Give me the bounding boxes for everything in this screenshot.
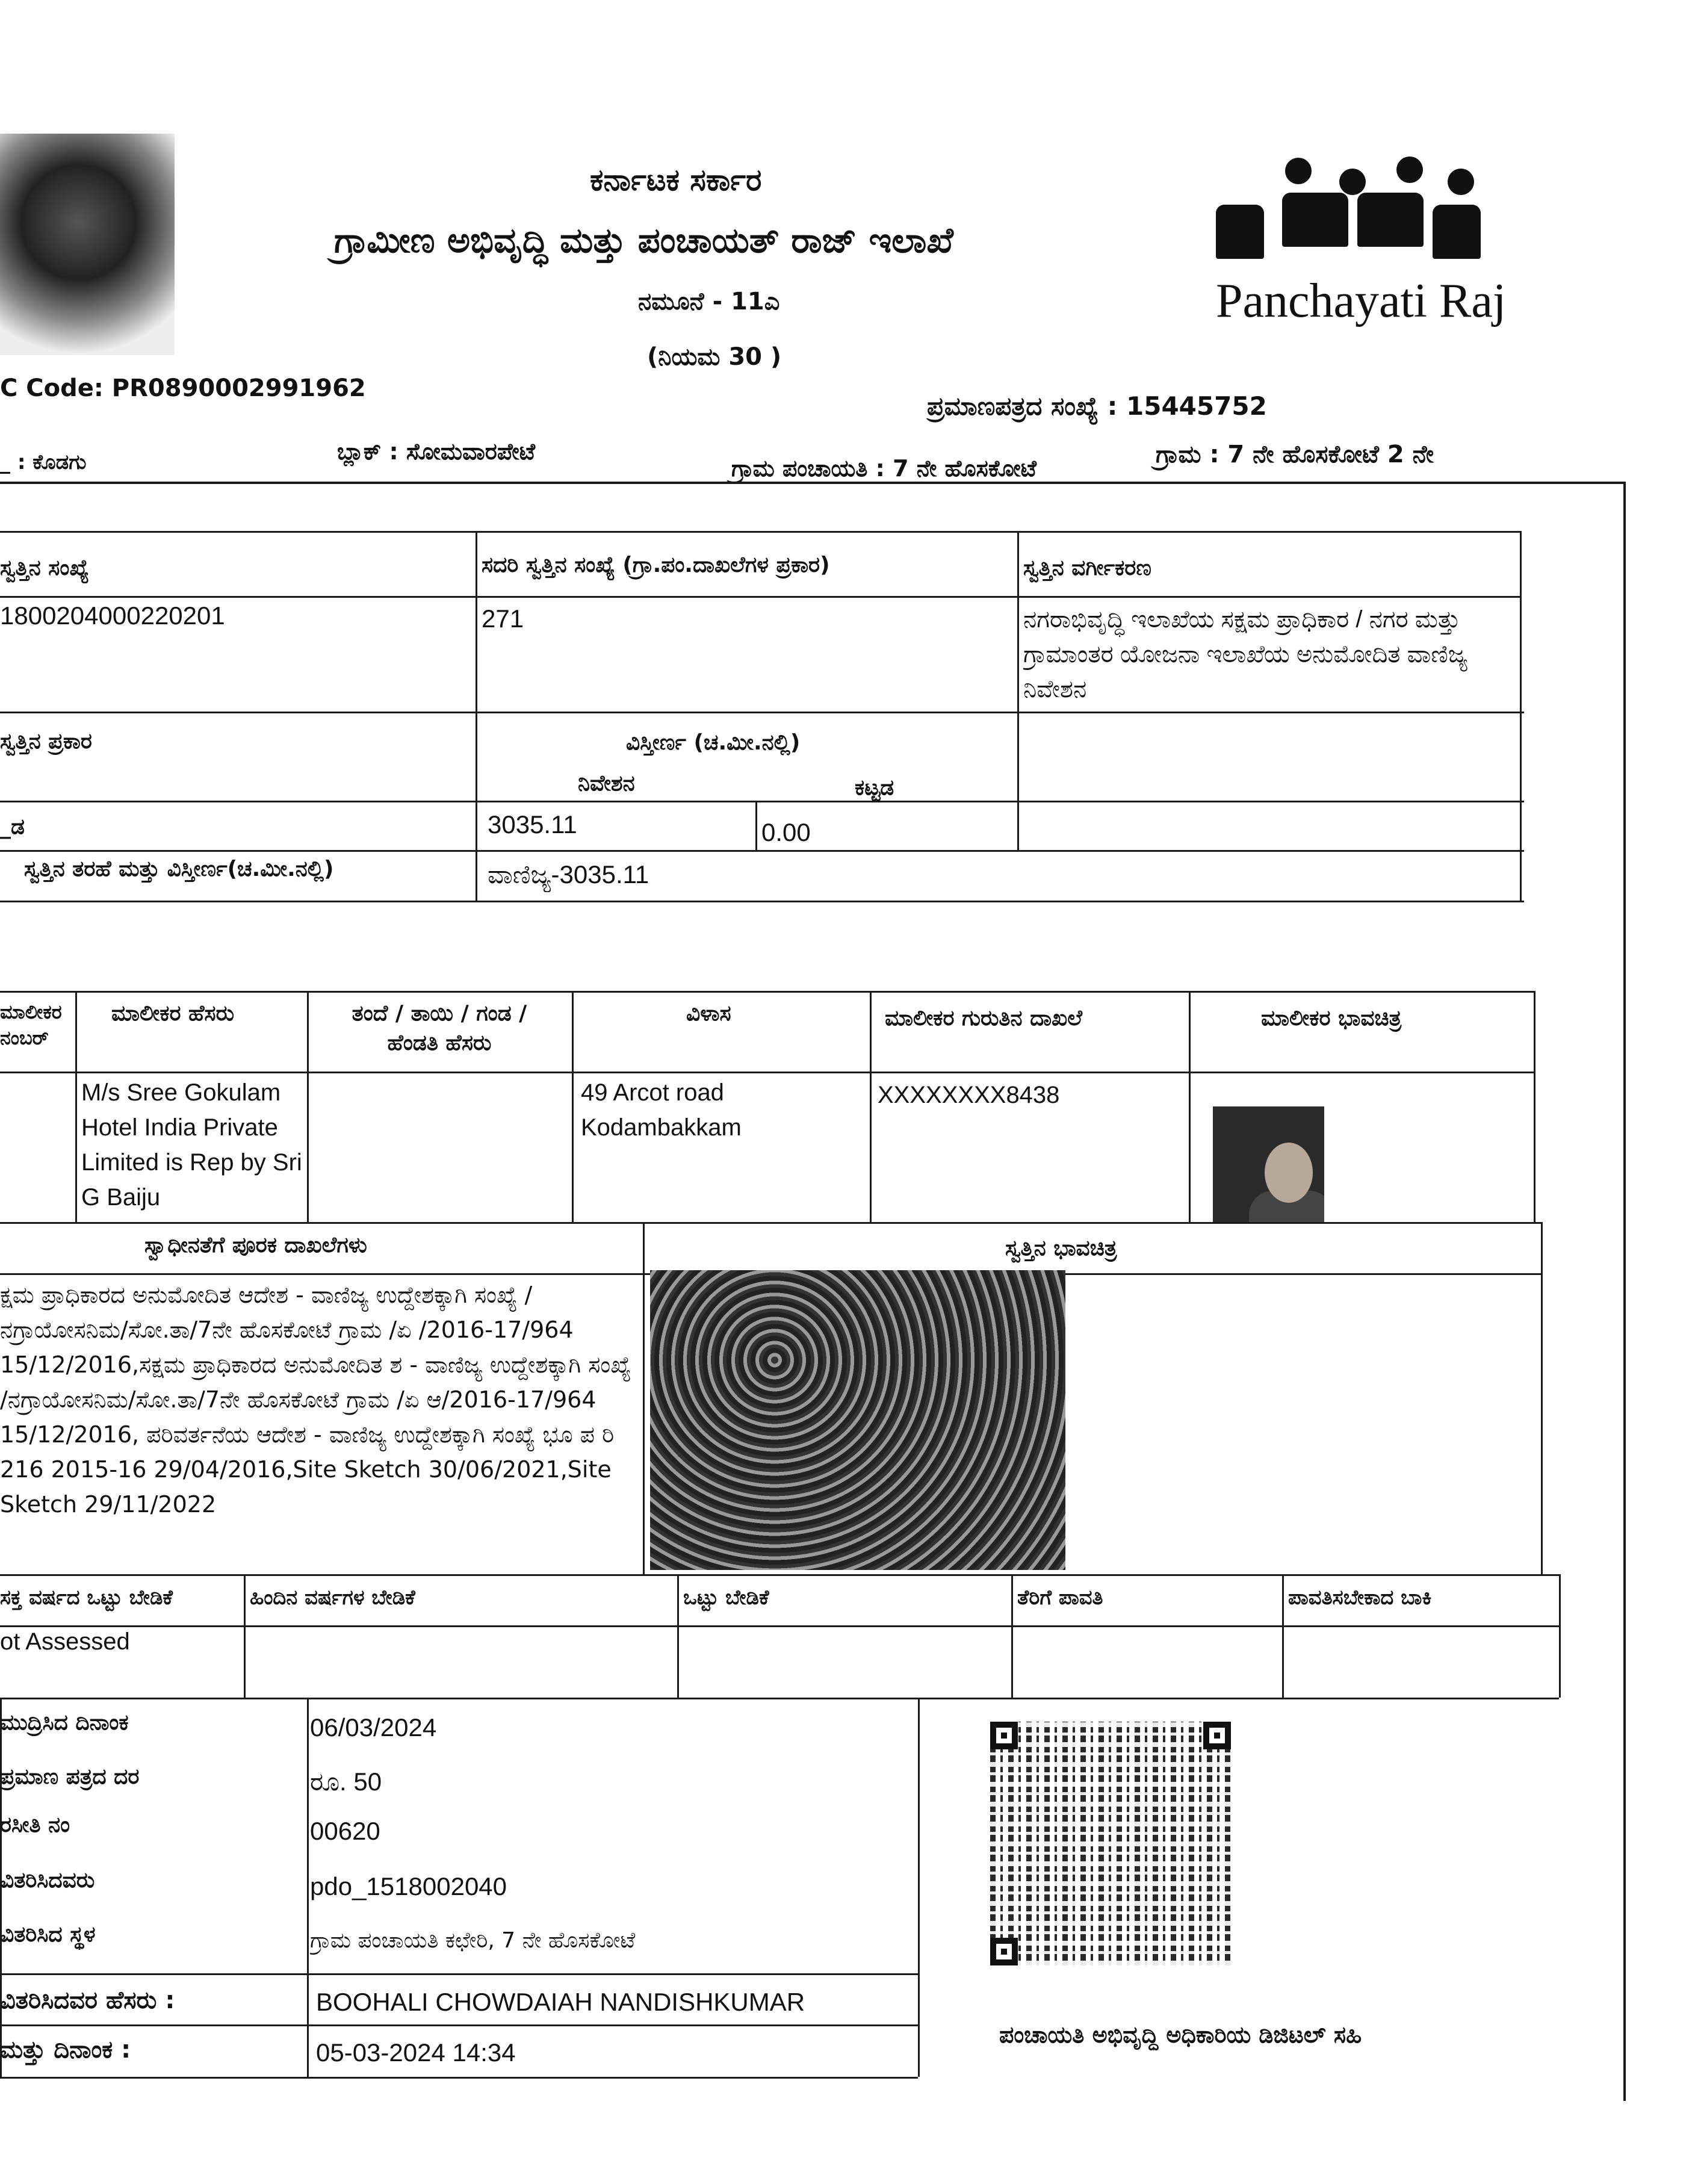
logo-figure (1433, 205, 1481, 259)
usage-value: ವಾಣಿಜ್ಯ-3035.11 (488, 860, 649, 889)
qr-finder (990, 1722, 1018, 1749)
table-line (75, 991, 77, 1222)
village: ಗ್ರಾಮ : 7 ನೇ ಹೊಸಕೋಟೆ 2 ನೇ (1156, 441, 1434, 468)
table-line (307, 1698, 309, 2077)
tax-paid-header: ತೆರಿಗೆ ಪಾವತಿ (1017, 1586, 1103, 1610)
issued-by-label: ವಿತರಿಸಿದವರು (0, 1868, 95, 1893)
table-line (0, 531, 1520, 533)
table-line (870, 991, 872, 1222)
table-line (0, 2024, 918, 2026)
digital-signature-label: ಪಂಚಾಯತಿ ಅಭಿವೃದ್ಧಿ ಅಧಿಕಾರಿಯ ಡಿಜಿಟಲ್ ಸಹಿ (999, 2021, 1362, 2048)
logo-dot (1396, 157, 1423, 183)
current-demand-header: ಸಕ್ತ ವರ್ಷದ ಒಟ್ಟು ಬೇಡಿಕೆ (0, 1586, 173, 1610)
site-area-value: 3035.11 (488, 810, 577, 839)
department-title: ಗ್ರಾಮೀಣ ಅಭಿವೃದ್ಧಿ ಮತ್ತು ಪಂಚಾಯತ್ ರಾಜ್ ಇಲಾಖೆ (334, 220, 953, 261)
table-line (677, 1574, 679, 1698)
table-line (0, 901, 1524, 902)
rule-number: (ನಿಯಮ 30 ) (647, 343, 782, 371)
owner-name-header: ಮಾಲೀಕರ ಹೆಸರು (111, 1001, 235, 1026)
taluk: ಬ್ಲಾಕ್ : ಸೋಮವಾರಪೇಟೆ (337, 438, 536, 465)
table-line (755, 801, 757, 850)
previous-demand-header: ಹಿಂದಿನ ವರ್ಷಗಳ ಬೇಡಿಕೆ (250, 1586, 415, 1610)
total-demand-header: ಒಟ್ಟು ಬೇಡಿಕೆ (683, 1586, 769, 1610)
table-line (1282, 1574, 1284, 1698)
code: C Code: PR0890002991962 (0, 374, 366, 402)
current-demand-value: ot Assessed (0, 1628, 130, 1655)
issue-datetime-value: 05-03-2024 14:34 (316, 2038, 516, 2067)
issue-place-value: ಗ್ರಾಮ ಪಂಚಾಯತಿ ಕಛೇರಿ, 7 ನೇ ಹೊಸಕೋಟೆ (310, 1928, 636, 1953)
table-line (244, 1574, 246, 1698)
table-line (0, 1222, 1541, 1224)
table-line (1011, 1574, 1013, 1698)
panchayati-raj-logo (1204, 150, 1507, 343)
table-line (0, 1973, 918, 1975)
property-type-label: ಸ್ವತ್ತಿನ ಪ್ರಕಾರ (0, 729, 92, 754)
id-doc-header: ಮಾಲೀಕರ ಗುರುತಿನ ದಾಖಲೆ (885, 1006, 1083, 1031)
issued-by-value: pdo_1518002040 (310, 1872, 507, 1900)
table-line (1017, 531, 1019, 851)
table-line (307, 991, 309, 1222)
table-line (1534, 991, 1535, 1222)
site-label: ನಿವೇಶನ (578, 771, 635, 796)
logo-dot (1285, 158, 1312, 184)
property-photo-title: ಸ್ವತ್ತಿನ ಭಾವಚಿತ್ರ (1005, 1236, 1117, 1261)
issuer-name-label: ವಿತರಿಸಿದವರ ಹೆಸರು : (0, 1987, 175, 2014)
table-line (1559, 1574, 1561, 1698)
receipt-no-value: 00620 (310, 1817, 380, 1845)
building-area-value: 0.00 (761, 818, 811, 846)
table-line (643, 1222, 645, 1574)
logo-figure (1282, 193, 1348, 247)
owner-photo-header: ಮಾಲೀಕರ ಭಾವಚಿತ್ರ (1261, 1006, 1402, 1031)
property-id-value: 1800204000220201 (0, 601, 225, 630)
table-line (0, 991, 1534, 993)
issuer-name-value: BOOHALI CHOWDAIAH NANDISHKUMAR (316, 1988, 805, 2016)
address-header: ವಿಳಾಸ (686, 1001, 731, 1026)
table-line (0, 1072, 1534, 1073)
panchayati-raj-text: Panchayati Raj (1216, 275, 1507, 327)
old-number-value: 271 (482, 604, 524, 633)
issue-datetime-label: ಮತ್ತು ದಿನಾಂಕ : (0, 2036, 131, 2064)
table-line (0, 596, 1520, 598)
table-line (918, 1698, 920, 2077)
property-type-value: _ಡ (0, 814, 25, 839)
qr-code (990, 1722, 1231, 1965)
certificate-fee-value: ರೂ. 50 (310, 1767, 382, 1796)
gram-panchayat: ಗ್ರಾಮ ಪಂಚಾಯತಿ : 7 ನೇ ಹೊಸಕೋಟೆ (731, 455, 1037, 482)
receipt-no-label: ರಸೀತಿ ನಂ (0, 1813, 70, 1837)
classification-value: ನಗರಾಭಿವೃದ್ಧಿ ಇಲಾಖೆಯ ಸಕ್ಷಮ ಪ್ರಾಧಿಕಾರ / ನಗರ ಮತ್ತು ಗ್ರಾಮಾಂತರ ಯೋಜನಾ ಇಲಾಖೆಯ ಅನುಮೋದಿತ ವಾಣಿಜ್ಯ ನಿವೇಶನ (1023, 606, 1468, 703)
classification-label: ಸ್ವತ್ತಿನ ವರ್ಗೀಕರಣ (1023, 556, 1151, 580)
karnataka-emblem (0, 134, 175, 355)
id-doc-value: XXXXXXXX8438 (878, 1082, 1060, 1108)
table-line (1189, 991, 1191, 1222)
print-date-value: 06/03/2024 (310, 1713, 437, 1742)
district: _ : ಕೊಡಗು (0, 450, 87, 474)
address-value: 49 Arcot road Kodambakkam (581, 1079, 742, 1141)
certificate-number: ಪ್ರಮಾಣಪತ್ರದ ಸಂಖ್ಯೆ : 15445752 (927, 391, 1267, 421)
owner-name-value: M/s Sree Gokulam Hotel India Private Limited is Rep by Sri G Baiju (81, 1079, 302, 1211)
outer-border-top (0, 482, 1625, 484)
table-line (476, 531, 477, 901)
owner-photo (1213, 1106, 1324, 1222)
usage-label: ಸ್ವತ್ತಿನ ತರಹೆ ಮತ್ತು ವಿಸ್ತೀರ್ಣ(ಚ.ಮೀ.ನಲ್ಲಿ) (24, 857, 334, 881)
documents-title: ಸ್ವಾಧೀನತೆಗೆ ಪೂರಕ ದಾಖಲೆಗಳು (144, 1233, 367, 1258)
property-photo (650, 1270, 1065, 1570)
qr-finder (1203, 1722, 1231, 1749)
issue-place-label: ವಿತರಿಸಿದ ಸ್ಥಳ (0, 1922, 96, 1947)
documents-text: ಕ್ಷಮ ಪ್ರಾಧಿಕಾರದ ಅನುಮೋದಿತ ಆದೇಶ - ವಾಣಿಜ್ಯ ಉದ್ದೇಶಕ್ಕಾಗಿ ಸಂಖ್ಯೆ /ನಗ್ರಾಯೋಸನಿಮ/ಸೋ.ತಾ/7ನೇ ಹೊಸಕೋಟೆ ಗ್ರಾಮ /ಏ /2016-17/964 15/12/2016,ಸಕ್ಷಮ ಪ್ರಾಧಿಕಾರದ ಅನುಮೋದಿತ ಶ - ವಾಣಿಜ್ಯ ಉದ್ದೇಶಕ್ಕಾಗಿ ಸಂಖ್ಯೆ /ನಗ್ರಾಯೋಸನಿಮ/ಸೋ.ತಾ/7ನೇ ಹೊಸಕೋಟೆ ಗ್ರಾಮ /ಏ ಆ/2016-17/964 15/12/2016, ಪರಿವರ್ತನೆಯ ಆದೇಶ - ವಾಣಿಜ್ಯ ಉದ್ದೇಶಕ್ಕಾಗಿ ಸಂಖ್ಯೆ ಭೂ ಪ ರಿ 216 2015-16 29/04/2016,Site Sketch 30/06/2021,Site Sketch 29/11/2022 (0, 1282, 631, 1518)
logo-figure (1216, 205, 1264, 259)
owner-photo-face (1265, 1143, 1313, 1203)
form-number: ನಮೂನೆ - 11ಎ (638, 288, 780, 315)
table-line (1520, 531, 1522, 901)
table-line (0, 712, 1524, 713)
outer-border-right (1623, 482, 1626, 2101)
table-line (0, 2077, 918, 2079)
logo-figure (1357, 193, 1424, 247)
table-line (0, 1574, 1559, 1576)
table-line (0, 1698, 1559, 1699)
relation-header: ತಂದೆ / ತಾಯಿ / ಗಂಡ / ಹೆಂಡತಿ ಹೆಸರು (352, 1001, 527, 1055)
property-id-label: ಸ್ವತ್ತಿನ ಸಂಖ್ಯೆ (0, 556, 89, 580)
table-line (0, 801, 1524, 802)
table-line (0, 850, 1524, 852)
owner-no-header: ಮಾಲೀಕರ ನಂಬರ್ (0, 1000, 62, 1050)
certificate-fee-label: ಪ್ರಮಾಣ ಪತ್ರದ ದರ (0, 1764, 140, 1789)
balance-header: ಪಾವತಿಸಬೇಕಾದ ಬಾಕಿ (1288, 1586, 1432, 1610)
govt-title: ಕರ್ನಾಟಕ ಸರ್ಕಾರ (590, 163, 762, 197)
building-label: ಕಟ್ಟಡ (855, 775, 894, 800)
logo-dot (1339, 169, 1366, 195)
logo-dot (1448, 169, 1474, 195)
table-line (1541, 1222, 1543, 1574)
area-label: ವಿಸ್ತೀರ್ಣ (ಚ.ಮೀ.ನಲ್ಲಿ) (626, 730, 801, 755)
old-number-label: ಸದರಿ ಸ್ವತ್ತಿನ ಸಂಖ್ಯೆ (ಗ್ರಾ.ಪಂ.ದಾಖಲೆಗಳ ಪ್ರಕಾರ) (482, 553, 830, 577)
qr-finder (990, 1938, 1018, 1965)
print-date-label: ಮುದ್ರಿಸಿದ ದಿನಾಂಕ (0, 1710, 129, 1735)
table-line (572, 991, 574, 1222)
